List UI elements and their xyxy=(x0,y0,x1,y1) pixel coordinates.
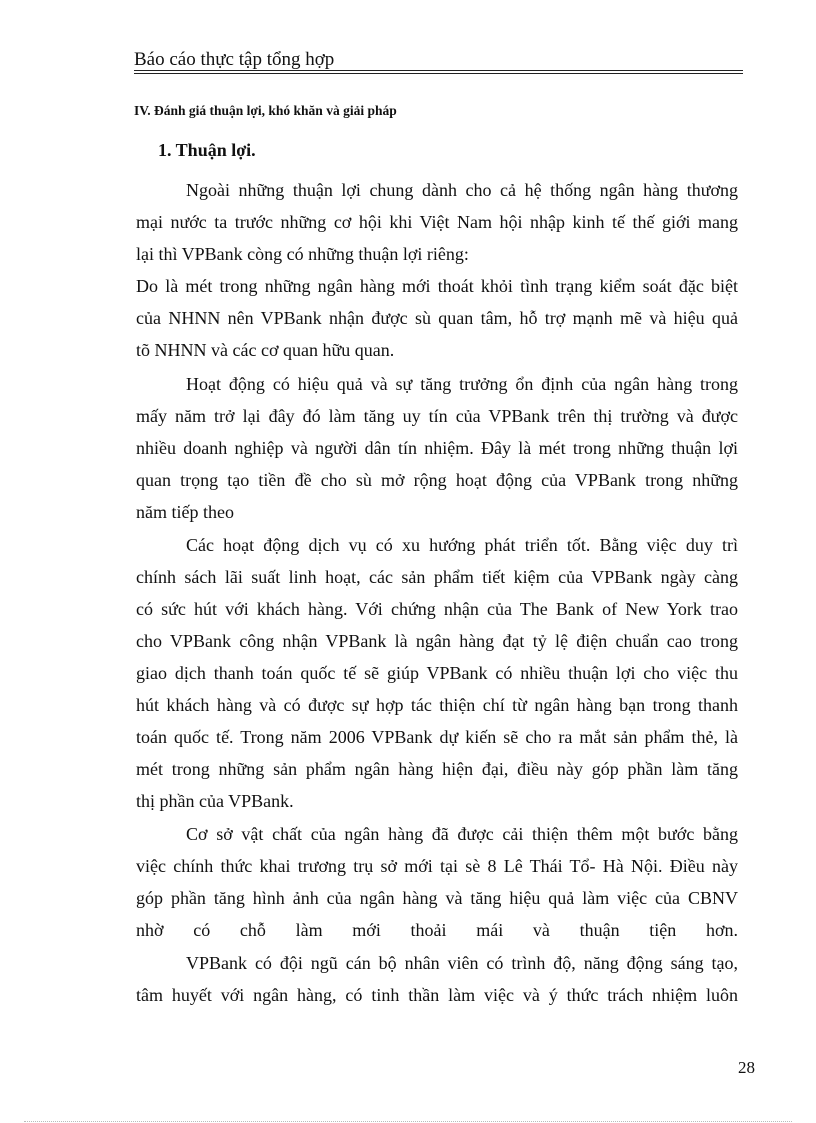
text-line: giao dịch thanh toán quốc tế sẽ giúp VPBank có nhiều thuận lợi cho việc thu xyxy=(136,663,738,683)
text-line: mấy năm trở lại đây đó làm tăng uy tín của VPBank trên thị trường và được xyxy=(136,406,738,426)
header-rule xyxy=(134,70,743,71)
sub-heading: 1. Thuận lợi. xyxy=(158,140,256,160)
text-line: có sức hút với khách hàng. Với chứng nhận của The Bank of New York trao xyxy=(136,599,738,619)
text-line: mét trong những sản phẩm ngân hàng hiện đại, điều này góp phần làm tăng xyxy=(136,759,738,779)
text-line: Các hoạt động dịch vụ có xu hướng phát triển tốt. Bằng việc duy trì xyxy=(186,535,738,555)
text-line: tõ NHNN và các cơ quan hữu quan. xyxy=(136,340,395,360)
section-heading: IV. Đánh giá thuận lợi, khó khăn và giải pháp xyxy=(134,103,397,118)
text-line: VPBank có đội ngũ cán bộ nhân viên có trình độ, năng động sáng tạo, xyxy=(186,953,738,973)
text-line: toán quốc tế. Trong năm 2006 VPBank dự kiến sẽ cho ra mắt sản phẩm thẻ, là xyxy=(136,727,738,747)
text-line: lại thì VPBank còng có những thuận lợi riêng: xyxy=(136,244,469,264)
text-line: nhiều doanh nghiệp và người dân tín nhiệm. Đây là mét trong những thuận lợi xyxy=(136,438,738,458)
text-line: Cơ sở vật chất của ngân hàng đã được cải thiện thêm một bước bằng xyxy=(186,824,738,844)
text-line: nhờ có chỗ làm mới thoải mái và thuận tiện hơn. xyxy=(136,920,738,940)
text-line: chính sách lãi suất linh hoạt, các sản phẩm tiết kiệm của VPBank ngày càng xyxy=(136,567,738,587)
text-line: việc chính thức khai trương trụ sở mới tại sè 8 Lê Thái Tổ- Hà Nội. Điều này xyxy=(136,856,738,876)
header-rule-thin xyxy=(134,73,743,74)
text-line: tâm huyết với ngân hàng, có tinh thần làm việc và ý thức trách nhiệm luôn xyxy=(136,985,738,1005)
text-line: năm tiếp theo xyxy=(136,502,234,522)
text-line: Ngoài những thuận lợi chung dành cho cả hệ thống ngân hàng thương xyxy=(186,180,738,200)
page-number: 28 xyxy=(738,1058,755,1077)
header-title: Báo cáo thực tập tổng hợp xyxy=(134,49,335,70)
text-line: mại nước ta trước những cơ hội khi Việt Nam hội nhập kinh tế thế giới mang xyxy=(136,212,738,232)
text-line: góp phần tăng hình ảnh của ngân hàng và tăng hiệu quả làm việc của CBNV xyxy=(136,888,738,908)
page-boundary-divider xyxy=(24,1121,792,1122)
text-line: Do là mét trong những ngân hàng mới thoát khỏi tình trạng kiểm soát đặc biệt xyxy=(136,276,738,296)
text-line: hút khách hàng và có được sự hợp tác thiện chí từ ngân hàng bạn trong thanh xyxy=(136,695,738,715)
text-line: Hoạt động có hiệu quả và sự tăng trưởng ổn định của ngân hàng trong xyxy=(186,374,738,394)
text-line: thị phần của VPBank. xyxy=(136,791,294,811)
text-line: cho VPBank công nhận VPBank là ngân hàng đạt tỷ lệ điện chuẩn cao trong xyxy=(136,631,738,651)
text-line: quan trọng tạo tiền đề cho sù mở rộng hoạt động của VPBank trong những xyxy=(136,470,738,490)
text-line: của NHNN nên VPBank nhận được sù quan tâm, hỗ trợ mạnh mẽ và hiệu quả xyxy=(136,308,738,328)
